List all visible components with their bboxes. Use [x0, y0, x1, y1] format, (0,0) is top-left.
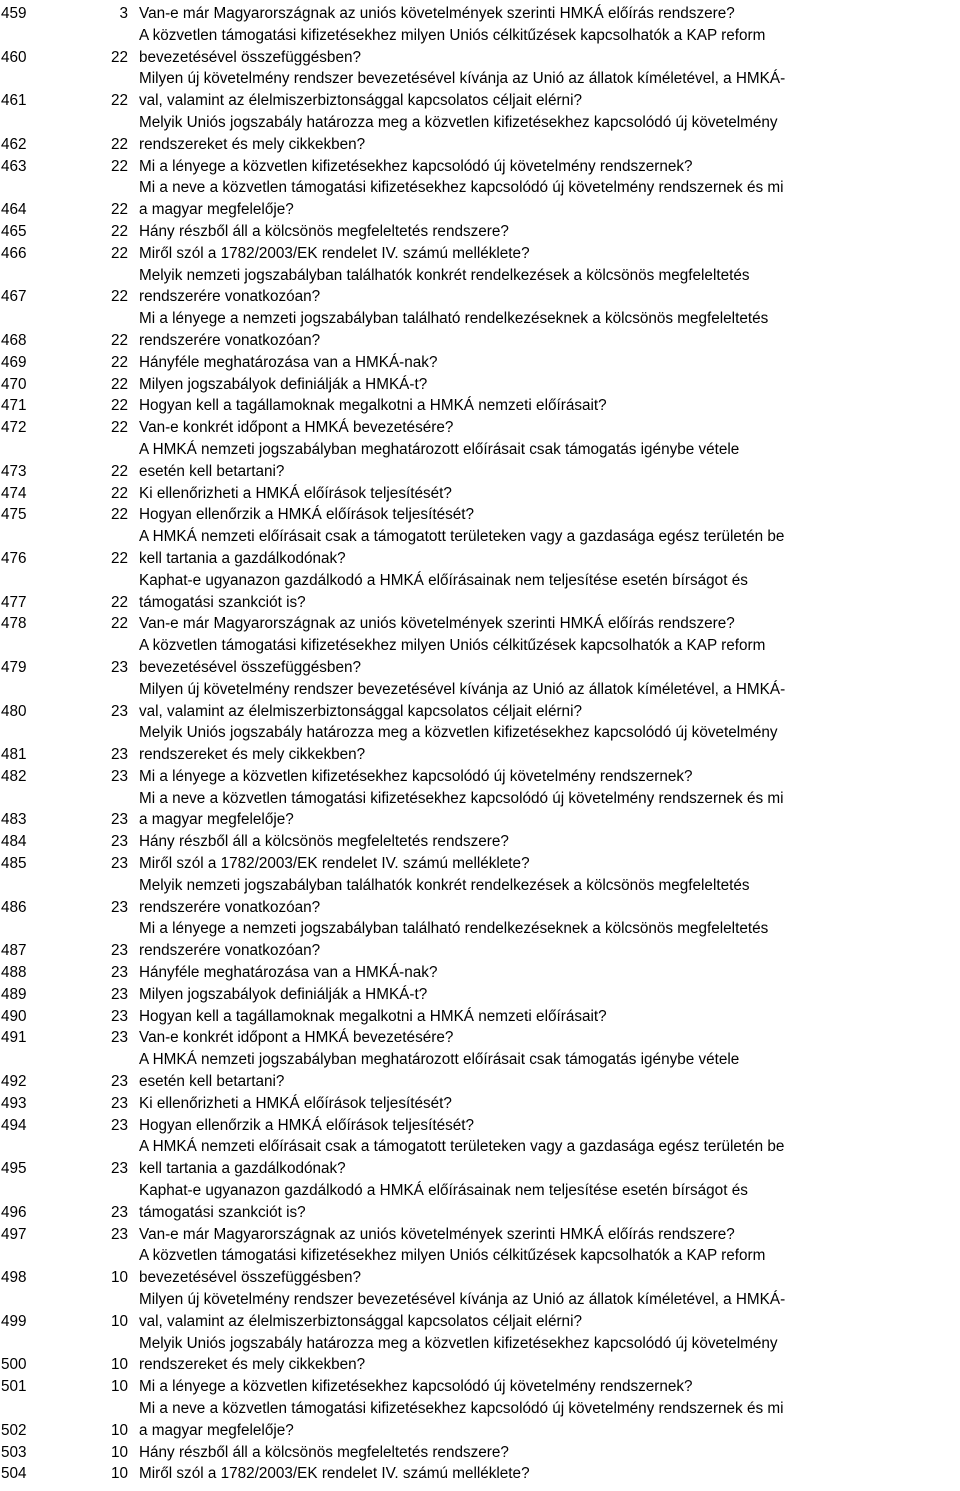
question-text-line: esetén kell betartani? — [139, 462, 285, 480]
question-number: 463 — [1, 157, 27, 175]
question-row — [0, 3, 960, 25]
section-code: 10 — [110, 1378, 128, 1396]
question-row — [0, 68, 960, 112]
section-code: 22 — [110, 419, 128, 437]
question-number: 466 — [1, 244, 27, 262]
question-row — [0, 1027, 960, 1049]
question-text — [139, 570, 960, 614]
question-text-line: A HMKÁ nemzeti jogszabályban meghatározott előírásait csak támogatás igénybe vétele — [139, 440, 740, 458]
question-text-line: Milyen új követelmény rendszer bevezetésével kívánja az Unió az állatok kíméletével, a HMKÁ- — [139, 70, 786, 88]
question-row — [0, 1093, 960, 1115]
question-text-line: A közvetlen támogatási kifizetésekhez milyen Uniós célkitűzések kapcsolhatók a KAP reform — [139, 26, 766, 44]
question-text-line: Melyik Uniós jogszabály határozza meg a közvetlen kifizetésekhez kapcsolódó új követelmény — [139, 724, 778, 742]
question-row — [0, 439, 960, 483]
question-text-line: Mi a lényege a nemzeti jogszabályban található rendelkezéseknek a kölcsönös megfeleltetés — [139, 920, 769, 938]
section-code: 23 — [110, 702, 128, 720]
question-text — [139, 177, 960, 221]
section-code: 22 — [110, 48, 128, 66]
question-row — [0, 918, 960, 962]
question-number: 488 — [1, 964, 27, 982]
section-code: 23 — [110, 1073, 128, 1091]
section-code: 22 — [110, 92, 128, 110]
section-code: 23 — [110, 898, 128, 916]
question-text-line: Van-e konkrét időpont a HMKÁ bevezetésére? — [139, 419, 454, 437]
question-text — [139, 635, 960, 679]
question-text-line: bevezetésével összefüggésben? — [139, 658, 361, 676]
question-text — [139, 439, 960, 483]
question-number: 469 — [1, 353, 27, 371]
question-text-line: Melyik Uniós jogszabály határozza meg a közvetlen kifizetésekhez kapcsolódó új követelmény — [139, 1334, 778, 1352]
question-number: 492 — [1, 1073, 27, 1091]
question-text — [139, 112, 960, 156]
section-code: 22 — [110, 549, 128, 567]
question-row — [0, 221, 960, 243]
question-row — [0, 265, 960, 309]
question-number: 459 — [1, 5, 27, 22]
question-text-line: Milyen jogszabályok definiálják a HMKÁ-t? — [139, 375, 428, 393]
question-number: 500 — [1, 1356, 27, 1374]
question-number: 474 — [1, 484, 27, 502]
question-text — [139, 1049, 960, 1093]
question-row — [0, 1376, 960, 1398]
section-code: 22 — [110, 135, 128, 153]
question-text-line: a magyar megfelelője? — [139, 1421, 294, 1439]
question-number: 496 — [1, 1203, 27, 1221]
question-row — [0, 1049, 960, 1093]
question-text-line: Mi a lényege a közvetlen kifizetésekhez kapcsolódó új követelmény rendszernek? — [139, 157, 693, 175]
question-number: 487 — [1, 942, 27, 960]
section-code: 22 — [110, 462, 128, 480]
section-code: 23 — [110, 1203, 128, 1221]
question-text-line: kell tartania a gazdálkodónak? — [139, 549, 346, 567]
question-text — [139, 1027, 960, 1049]
question-text-line: Mi a lényege a közvetlen kifizetésekhez kapcsolódó új követelmény rendszernek? — [139, 1378, 693, 1396]
question-list — [0, 3, 960, 1485]
question-text — [139, 3, 960, 25]
section-code: 22 — [110, 244, 128, 262]
section-code: 23 — [110, 1160, 128, 1178]
question-text — [139, 766, 960, 788]
section-code: 22 — [110, 484, 128, 502]
question-row — [0, 613, 960, 635]
question-number: 498 — [1, 1269, 27, 1287]
question-text — [139, 308, 960, 352]
question-number: 462 — [1, 135, 27, 153]
section-code: 10 — [110, 1421, 128, 1439]
section-code: 22 — [110, 593, 128, 611]
question-number: 480 — [1, 702, 27, 720]
question-row — [0, 1115, 960, 1137]
question-text-line: Melyik nemzeti jogszabályban találhatók konkrét rendelkezések a kölcsönös megfeleltetés — [139, 876, 750, 894]
section-code: 23 — [110, 833, 128, 851]
question-text — [139, 1442, 960, 1464]
section-code: 10 — [110, 1443, 128, 1461]
question-text — [139, 352, 960, 374]
question-text-line: Melyik Uniós jogszabály határozza meg a közvetlen kifizetésekhez kapcsolódó új követelmény — [139, 113, 778, 131]
question-text — [139, 265, 960, 309]
question-text — [139, 483, 960, 505]
section-code: 10 — [110, 1312, 128, 1330]
question-number: 493 — [1, 1094, 27, 1112]
section-code: 22 — [110, 375, 128, 393]
question-number: 470 — [1, 375, 27, 393]
question-text-line: val, valamint az élelmiszerbiztonsággal kapcsolatos céljait elérni? — [139, 702, 582, 720]
question-text — [139, 1093, 960, 1115]
question-number: 483 — [1, 811, 27, 829]
question-text-line: esetén kell betartani? — [139, 1073, 285, 1091]
question-text-line: Hogyan kell a tagállamoknak megalkotni a HMKÁ nemzeti előírásait? — [139, 1007, 607, 1025]
question-number: 495 — [1, 1160, 27, 1178]
question-row — [0, 504, 960, 526]
question-row — [0, 112, 960, 156]
question-text-line: rendszereket és mely cikkekben? — [139, 135, 366, 153]
question-text-line: bevezetésével összefüggésben? — [139, 1269, 361, 1287]
question-row — [0, 1398, 960, 1442]
question-row — [0, 1136, 960, 1180]
question-text — [139, 221, 960, 243]
question-row — [0, 984, 960, 1006]
section-code: 23 — [110, 1029, 128, 1047]
question-text — [139, 722, 960, 766]
question-text-line: Van-e konkrét időpont a HMKÁ bevezetésére? — [139, 1029, 454, 1047]
question-row — [0, 1006, 960, 1028]
question-row — [0, 1180, 960, 1224]
question-text-line: támogatási szankciót is? — [139, 1203, 306, 1221]
section-code: 22 — [110, 615, 128, 633]
question-number: 504 — [1, 1465, 27, 1483]
question-text — [139, 417, 960, 439]
question-text — [139, 788, 960, 832]
question-number: 491 — [1, 1029, 27, 1047]
question-text-line: Hogyan ellenőrzik a HMKÁ előírások teljesítését? — [139, 506, 474, 524]
question-text-line: Miről szól a 1782/2003/EK rendelet IV. számú melléklete? — [139, 244, 530, 262]
section-code: 23 — [110, 1225, 128, 1243]
question-text-line: rendszerére vonatkozóan? — [139, 942, 321, 960]
question-number: 478 — [1, 615, 27, 633]
question-number: 494 — [1, 1116, 27, 1134]
section-code: 22 — [110, 222, 128, 240]
question-text-line: Van-e már Magyarországnak az uniós követelmények szerinti HMKÁ előírás rendszere? — [139, 615, 735, 633]
question-row — [0, 1224, 960, 1246]
question-text-line: bevezetésével összefüggésben? — [139, 48, 361, 66]
question-row — [0, 722, 960, 766]
question-text — [139, 1376, 960, 1398]
question-text — [139, 1180, 960, 1224]
question-text-line: Hogyan ellenőrzik a HMKÁ előírások teljesítését? — [139, 1116, 474, 1134]
question-text — [139, 504, 960, 526]
question-text-line: val, valamint az élelmiszerbiztonsággal kapcsolatos céljait elérni? — [139, 1312, 582, 1330]
question-text-line: rendszereket és mely cikkekben? — [139, 746, 366, 764]
question-text-line: Hogyan kell a tagállamoknak megalkotni a HMKÁ nemzeti előírásait? — [139, 397, 607, 415]
question-text-line: rendszerére vonatkozóan? — [139, 331, 321, 349]
question-text-line: támogatási szankciót is? — [139, 593, 306, 611]
question-row — [0, 308, 960, 352]
section-code: 23 — [110, 658, 128, 676]
question-text-line: Melyik nemzeti jogszabályban találhatók konkrét rendelkezések a kölcsönös megfeleltetés — [139, 266, 750, 284]
section-code: 23 — [110, 746, 128, 764]
question-text-line: Mi a lényege a közvetlen kifizetésekhez kapcsolódó új követelmény rendszernek? — [139, 767, 693, 785]
question-text — [139, 395, 960, 417]
question-number: 479 — [1, 658, 27, 676]
question-number: 471 — [1, 397, 27, 415]
question-text — [139, 25, 960, 69]
question-number: 475 — [1, 506, 27, 524]
question-text — [139, 68, 960, 112]
question-text-line: rendszerére vonatkozóan? — [139, 288, 321, 306]
question-number: 473 — [1, 462, 27, 480]
question-row — [0, 962, 960, 984]
question-text — [139, 1006, 960, 1028]
question-number: 467 — [1, 288, 27, 306]
section-code: 23 — [110, 1094, 128, 1112]
question-text-line: a magyar megfelelője? — [139, 201, 294, 219]
question-text-line: Miről szól a 1782/2003/EK rendelet IV. számú melléklete? — [139, 1465, 530, 1483]
question-row — [0, 1463, 960, 1485]
section-code: 23 — [110, 985, 128, 1003]
section-code: 23 — [110, 811, 128, 829]
section-code: 22 — [110, 201, 128, 219]
question-row — [0, 177, 960, 221]
question-number: 484 — [1, 833, 27, 851]
question-row — [0, 635, 960, 679]
question-text-line: Mi a lényege a nemzeti jogszabályban található rendelkezéseknek a kölcsönös megfeleltetés — [139, 310, 769, 328]
question-number: 485 — [1, 855, 27, 873]
question-row — [0, 831, 960, 853]
question-row — [0, 417, 960, 439]
question-text-line: Kaphat-e ugyanazon gazdálkodó a HMKÁ előírásainak nem teljesítése esetén bírságot és — [139, 571, 748, 589]
question-text-line: Kaphat-e ugyanazon gazdálkodó a HMKÁ előírásainak nem teljesítése esetén bírságot és — [139, 1182, 748, 1200]
section-code: 23 — [110, 855, 128, 873]
question-text — [139, 526, 960, 570]
question-row — [0, 875, 960, 919]
question-row — [0, 483, 960, 505]
question-text — [139, 918, 960, 962]
question-row — [0, 374, 960, 396]
question-text-line: rendszereket és mely cikkekben? — [139, 1356, 366, 1374]
question-number: 472 — [1, 419, 27, 437]
section-code: 22 — [110, 288, 128, 306]
section-code: 3 — [119, 5, 128, 22]
question-text — [139, 1115, 960, 1137]
question-row — [0, 788, 960, 832]
question-text-line: Hány részből áll a kölcsönös megfeleltetés rendszere? — [139, 1443, 509, 1461]
question-row — [0, 679, 960, 723]
question-row — [0, 156, 960, 178]
section-code: 22 — [110, 506, 128, 524]
question-number: 461 — [1, 92, 27, 110]
question-text — [139, 1398, 960, 1442]
question-number: 481 — [1, 746, 27, 764]
section-code: 10 — [110, 1356, 128, 1374]
section-code: 10 — [110, 1269, 128, 1287]
question-row — [0, 25, 960, 69]
question-row — [0, 766, 960, 788]
question-text — [139, 875, 960, 919]
question-text-line: Hány részből áll a kölcsönös megfeleltetés rendszere? — [139, 833, 509, 851]
question-text-line: Mi a neve a közvetlen támogatási kifizetésekhez kapcsolódó új követelmény rendszernek és mi — [139, 1400, 784, 1417]
question-text — [139, 1289, 960, 1333]
section-code: 23 — [110, 964, 128, 982]
question-text-line: Hány részből áll a kölcsönös megfeleltetés rendszere? — [139, 222, 509, 240]
question-text-line: rendszerére vonatkozóan? — [139, 898, 321, 916]
question-number: 490 — [1, 1007, 27, 1025]
question-text — [139, 1245, 960, 1289]
question-row — [0, 853, 960, 875]
question-text-line: A közvetlen támogatási kifizetésekhez milyen Uniós célkitűzések kapcsolhatók a KAP reform — [139, 637, 766, 655]
question-text — [139, 156, 960, 178]
question-text — [139, 1463, 960, 1485]
question-text-line: Mi a neve a közvetlen támogatási kifizetésekhez kapcsolódó új követelmény rendszernek és mi — [139, 179, 784, 197]
question-text-line: Ki ellenőrizheti a HMKÁ előírások teljesítését? — [139, 1094, 452, 1112]
question-text-line: A HMKÁ nemzeti előírásait csak a támogatott területeken vagy a gazdasága egész területén be — [139, 528, 785, 546]
question-text-line: kell tartania a gazdálkodónak? — [139, 1160, 346, 1178]
question-text — [139, 831, 960, 853]
section-code: 23 — [110, 1007, 128, 1025]
question-text — [139, 1333, 960, 1377]
section-code: 23 — [110, 942, 128, 960]
question-row — [0, 243, 960, 265]
question-text-line: Hányféle meghatározása van a HMKÁ-nak? — [139, 964, 438, 982]
question-number: 465 — [1, 222, 27, 240]
question-row — [0, 1442, 960, 1464]
question-text-line: Hányféle meghatározása van a HMKÁ-nak? — [139, 353, 438, 371]
question-text-line: Mi a neve a közvetlen támogatási kifizetésekhez kapcsolódó új követelmény rendszernek és mi — [139, 789, 784, 807]
question-text — [139, 613, 960, 635]
question-number: 503 — [1, 1443, 27, 1461]
question-number: 476 — [1, 549, 27, 567]
question-number: 464 — [1, 201, 27, 219]
question-row — [0, 1289, 960, 1333]
section-code: 22 — [110, 397, 128, 415]
question-text-line: a magyar megfelelője? — [139, 811, 294, 829]
question-text — [139, 374, 960, 396]
section-code: 22 — [110, 353, 128, 371]
question-row — [0, 1245, 960, 1289]
question-text — [139, 962, 960, 984]
section-code: 23 — [110, 767, 128, 785]
question-text-line: Miről szól a 1782/2003/EK rendelet IV. számú melléklete? — [139, 855, 530, 873]
question-number: 482 — [1, 767, 27, 785]
question-row — [0, 570, 960, 614]
question-text — [139, 1224, 960, 1246]
question-row — [0, 352, 960, 374]
question-row — [0, 1333, 960, 1377]
question-text-line: Milyen új követelmény rendszer bevezetésével kívánja az Unió az állatok kíméletével, a HMKÁ- — [139, 1291, 786, 1309]
question-text-line: Van-e már Magyarországnak az uniós követelmények szerinti HMKÁ előírás rendszere? — [139, 5, 735, 22]
question-number: 502 — [1, 1421, 27, 1439]
question-text — [139, 853, 960, 875]
question-row — [0, 395, 960, 417]
question-number: 477 — [1, 593, 27, 611]
question-number: 486 — [1, 898, 27, 916]
question-number: 468 — [1, 331, 27, 349]
question-text-line: A HMKÁ nemzeti előírásait csak a támogatott területeken vagy a gazdasága egész területén be — [139, 1138, 785, 1156]
section-code: 10 — [110, 1465, 128, 1483]
question-text-line: A HMKÁ nemzeti jogszabályban meghatározott előírásait csak támogatás igénybe vétele — [139, 1051, 740, 1069]
section-code: 22 — [110, 331, 128, 349]
question-number: 499 — [1, 1312, 27, 1330]
question-number: 497 — [1, 1225, 27, 1243]
question-number: 501 — [1, 1378, 27, 1396]
question-row — [0, 526, 960, 570]
question-text-line: val, valamint az élelmiszerbiztonsággal kapcsolatos céljait elérni? — [139, 92, 582, 110]
question-number: 460 — [1, 48, 27, 66]
section-code: 22 — [110, 157, 128, 175]
question-text-line: Van-e már Magyarországnak az uniós követelmények szerinti HMKÁ előírás rendszere? — [139, 1225, 735, 1243]
question-text — [139, 243, 960, 265]
question-text — [139, 679, 960, 723]
question-text-line: Milyen jogszabályok definiálják a HMKÁ-t? — [139, 985, 428, 1003]
section-code: 23 — [110, 1116, 128, 1134]
question-text-line: A közvetlen támogatási kifizetésekhez milyen Uniós célkitűzések kapcsolhatók a KAP reform — [139, 1247, 766, 1265]
question-text-line: Milyen új követelmény rendszer bevezetésével kívánja az Unió az állatok kíméletével, a HMKÁ- — [139, 680, 786, 698]
question-text-line: Ki ellenőrizheti a HMKÁ előírások teljesítését? — [139, 484, 452, 502]
question-number: 489 — [1, 985, 27, 1003]
question-text — [139, 1136, 960, 1180]
question-text — [139, 984, 960, 1006]
